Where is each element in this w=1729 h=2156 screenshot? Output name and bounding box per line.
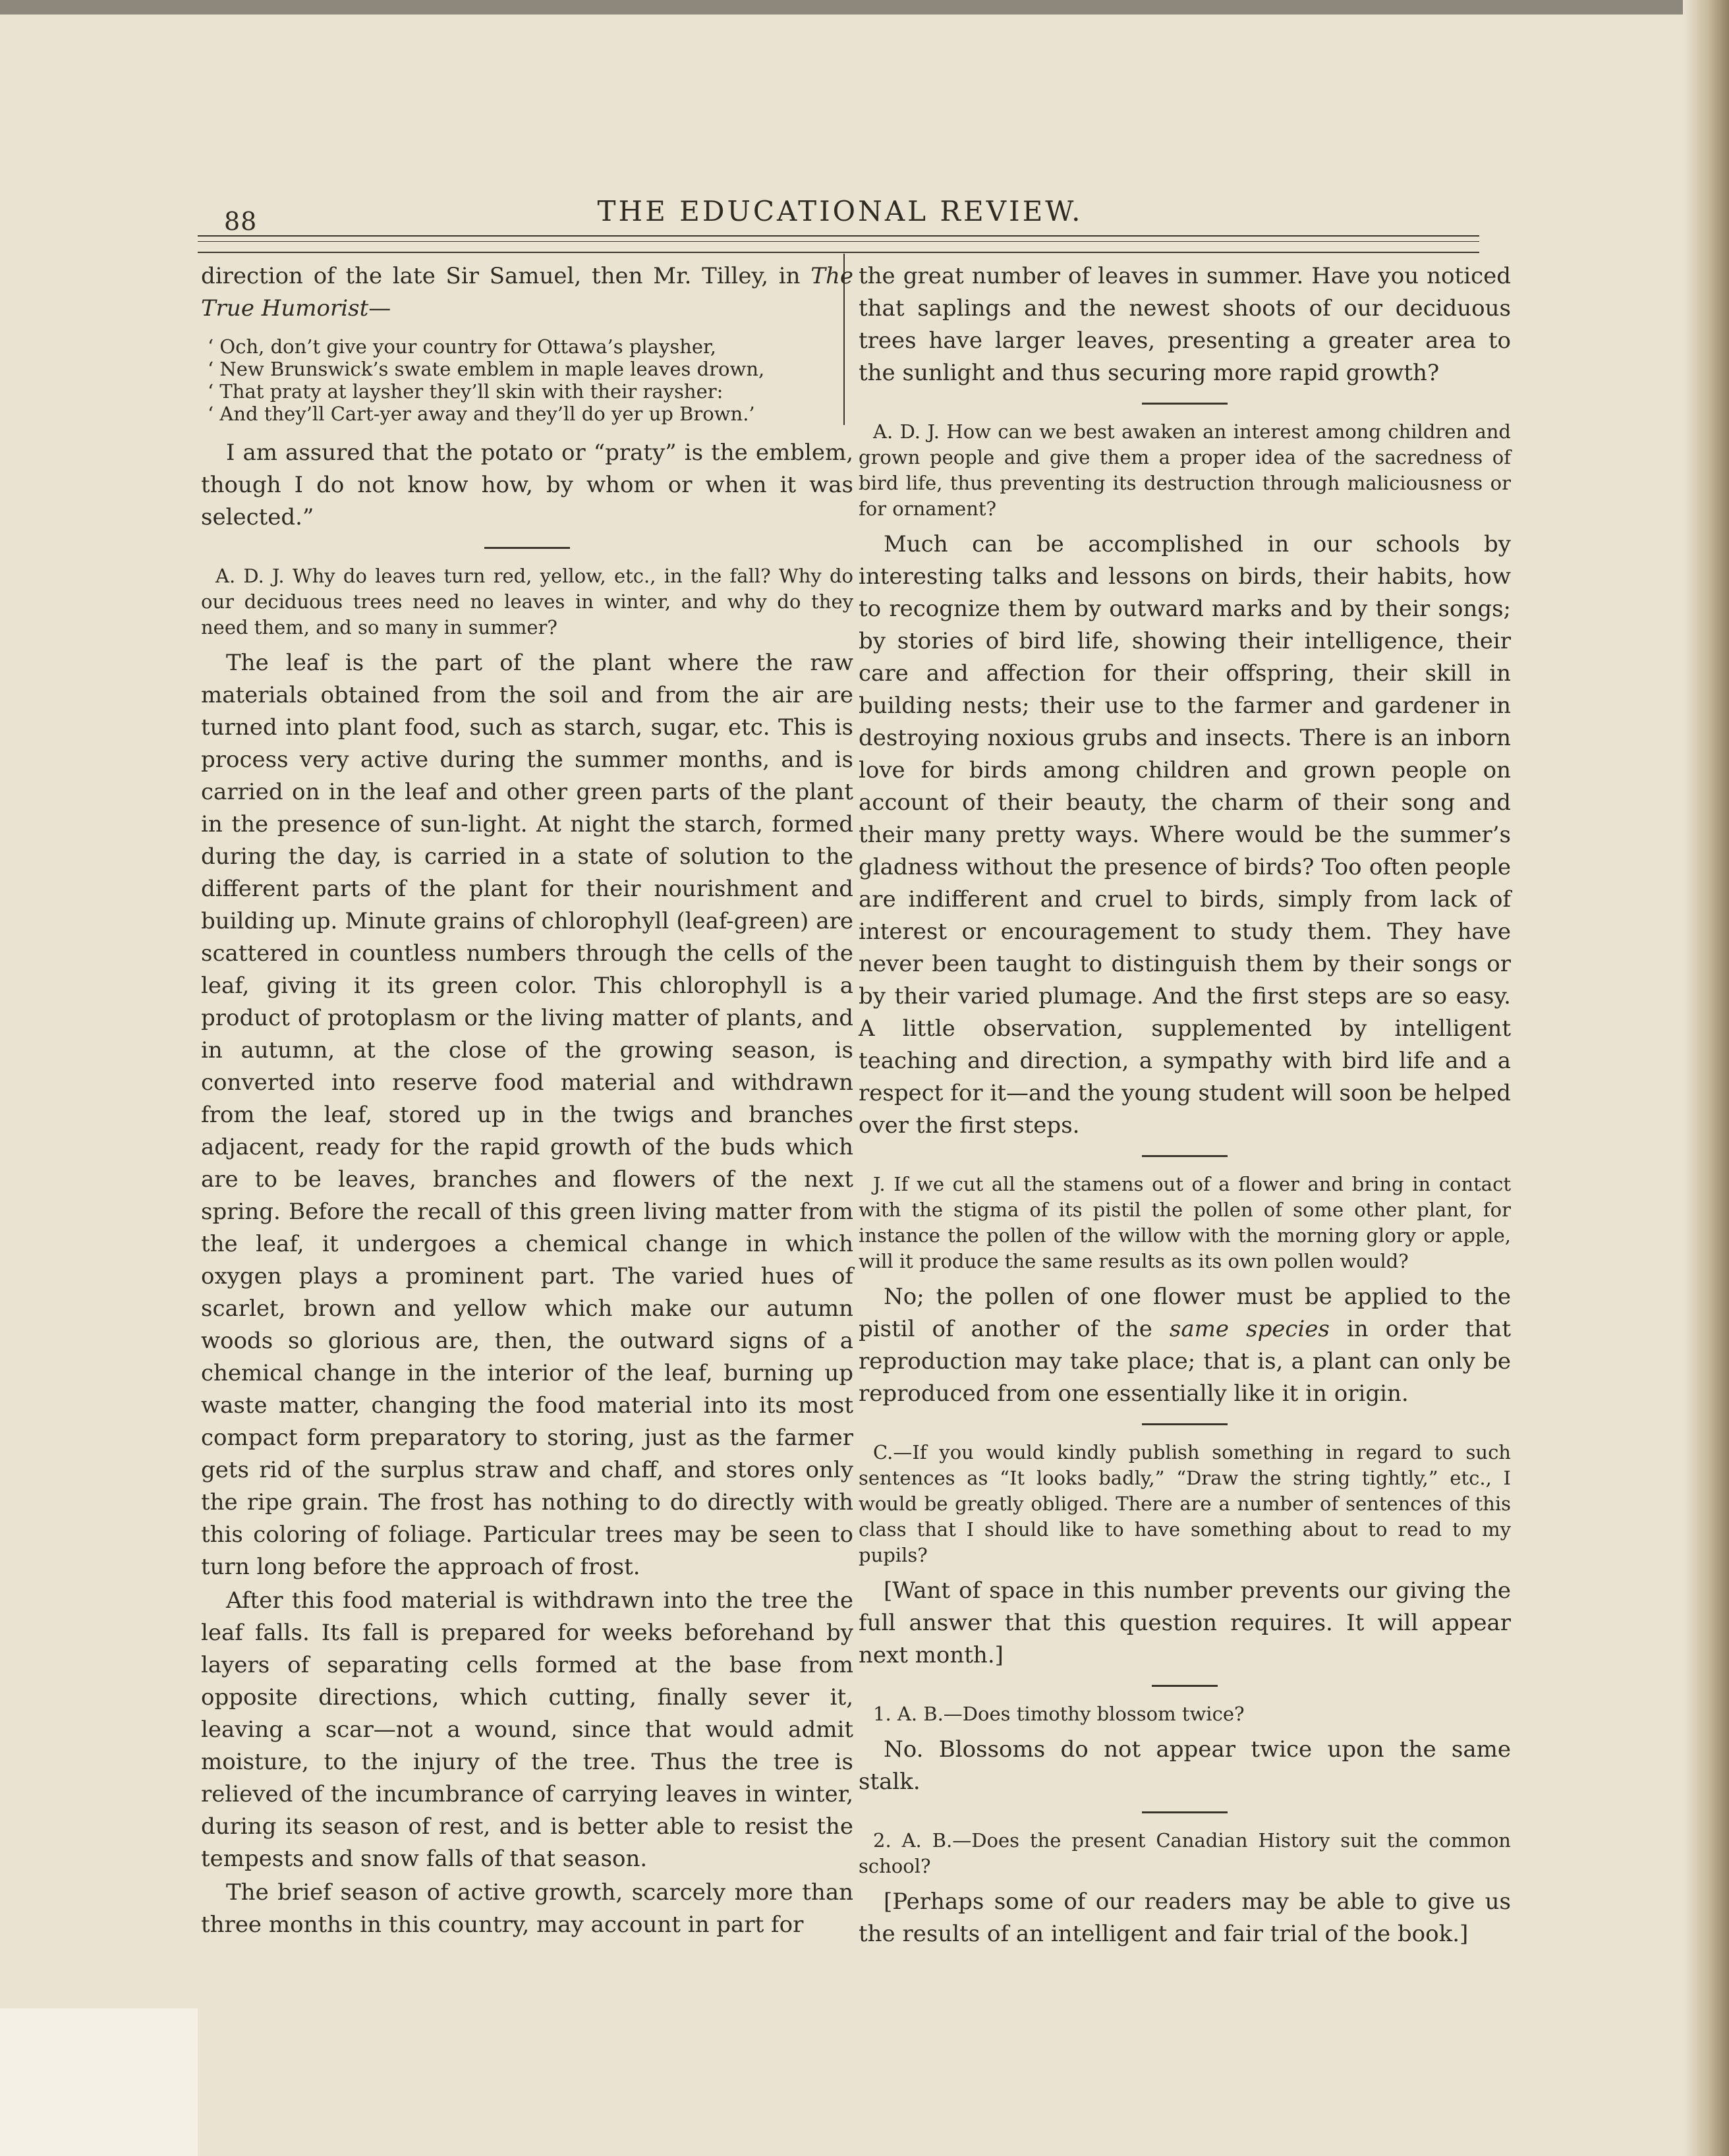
answer-text: No; the pollen of one flower must be applied to the pistil of another of the: [859, 1284, 1511, 1342]
section-separator: [1152, 1685, 1218, 1687]
emphasis-text: same species: [1169, 1316, 1330, 1342]
page-corner-patch: [0, 2008, 198, 2156]
header-rule-thin: [198, 241, 1479, 242]
left-column: [201, 260, 853, 1943]
section-separator: [1142, 1155, 1228, 1157]
intro-paragraph: [201, 260, 853, 325]
verse-line: ‘ Och, don’t give your country for Ottawa’s playsher,: [208, 335, 716, 358]
header-rule-top: [198, 235, 1479, 237]
section-separator: [484, 547, 570, 549]
question: A. D. J. How can we best awaken an interest among children and grown people and give them a proper idea of the sacredness of bird life, thus preventing its destruction through maliciousness or for ornament?: [859, 420, 1511, 520]
right-column: [859, 260, 1511, 1952]
paragraph: I am assured that the potato or “praty” is the emblem, though I do not know how, by whom or when it was selected.”: [201, 440, 853, 530]
answer-paragraph: No. Blossoms do not appear twice upon the same stalk.: [859, 1736, 1511, 1795]
answer-paragraph: Much can be accomplished in our schools by interesting talks and lessons on birds, their habits, how to recognize them by outward marks and by their songs; by stories of bird life, showing their intelligence, their care and affection for their offspring, their skill in building nests; their use to the farmer and gardener in destroying noxious grubs and insects. There is an inborn love for birds among children and grown people on account of their beauty, the charm of their song and their many pretty ways. Where would be the summer’s gladness without the presence of birds? Too often people are indifferent and cruel to birds, simply from lack of interest or encouragement to study them. They have never been taught to distinguish them by their songs or by their varied plumage. And the first steps are so easy. A little observation, supplemented by intelligent teaching and direction, a sympathy with bird life and a respect for it—and the young student will soon be helped over the first steps.: [859, 531, 1511, 1139]
answer-paragraph: [859, 1281, 1511, 1410]
answer-paragraph: The brief season of active growth, scarcely more than three months in this country, may account in part for: [201, 1879, 853, 1938]
answer-paragraph: [Want of space in this number prevents our giving the full answer that this question requires. It will appear next month.]: [859, 1577, 1511, 1668]
verse-line: ‘ And they’ll Cart-yer away and they’ll do yer up Brown.’: [208, 403, 755, 425]
intro-dash: —: [368, 295, 391, 322]
section-separator: [1142, 1423, 1228, 1425]
running-head: THE EDUCATIONAL REVIEW.: [597, 195, 1083, 227]
page-top-edge: [0, 0, 1729, 14]
question: C.—If you would kindly publish something in regard to such sentences as “It looks badly,” “Draw the string tightly,” etc., I would be greatly obliged. There are a number of sentences of this class that I should like to have something about to read to my pupils?: [859, 1441, 1511, 1566]
answer-text: in order that reproduction may take place; that is, a plant can only be reproduced from one essentially like it in origin.: [859, 1316, 1511, 1407]
section-separator: [1142, 403, 1228, 405]
page-binding-shadow: [1683, 0, 1729, 2156]
answer-paragraph: After this food material is withdrawn into the tree the leaf falls. Its fall is prepared for weeks beforehand by layers of separating cells formed at the base from opposite directions, which cutting, finally sever it, leaving a scar—not a wound, since that would admit moisture, to the injury of the tree. Thus the tree is relieved of the incumbrance of carrying leaves in winter, during its season of rest, and is better able to resist the tempests and snow falls of that season.: [201, 1587, 853, 1872]
answer-paragraph: The leaf is the part of the plant where the raw materials obtained from the soil and from the air are turned into plant food, such as starch, sugar, etc. This is process very active during the summer months, and is carried on in the leaf and other green parts of the plant in the presence of sun-light. At night the starch, formed during the day, is carried in a state of solution to the different parts of the plant for their nourishment and building up. Minute grains of chlorophyll (leaf-green) are scattered in countless numbers through the cells of the leaf, giving it its green color. This chlorophyll is a product of protoplasm or the living matter of plants, and in autumn, at the close of the growing season, is converted into reserve food material and withdrawn from the leaf, stored up in the twigs and branches adjacent, ready for the rapid growth of the buds which are to be leaves, branches and flowers of the next spring. Before the recall of this green living matter from the leaf, it undergoes a chemical change in which oxygen plays a prominent part. The varied hues of scarlet, brown and yellow which make our autumn woods so glorious are, then, the outward signs of a chemical change in the interior of the leaf, burning up waste matter, changing the food material into its most compact form preparatory to storing, just as the farmer gets rid of the surplus straw and chaff, and stores only the ripe grain. The frost has nothing to do directly with this coloring of foliage. Particular trees may be seen to turn long before the approach of frost.: [201, 650, 853, 1580]
question: 1. A. B.—Does timothy blossom twice?: [873, 1703, 1245, 1725]
book-title: The True Humorist: [201, 263, 853, 322]
answer-paragraph: [Perhaps some of our readers may be able to give us the results of an intelligent and fair trial of the book.]: [859, 1888, 1511, 1947]
question: 2. A. B.—Does the present Canadian History suit the common school?: [859, 1829, 1511, 1877]
verse-quote: [201, 335, 853, 425]
header-rule-bottom: [198, 252, 1479, 253]
continued-paragraph: the great number of leaves in summer. Have you noticed that saplings and the newest shoots of our deciduous trees have larger leaves, presenting a greater area to the sunlight and thus securing more rapid growth?: [859, 263, 1511, 386]
intro-text: direction of the late Sir Samuel, then Mr. Tilley, in: [201, 263, 811, 289]
verse-line: ‘ That praty at laysher they’ll skin with their raysher:: [208, 380, 723, 403]
section-separator: [1142, 1811, 1228, 1813]
page-number: 88: [224, 207, 258, 236]
verse-line: ‘ New Brunswick’s swate emblem in maple leaves drown,: [208, 358, 765, 380]
question: J. If we cut all the stamens out of a flower and bring in contact with the stigma of its pistil the pollen of some other plant, for instance the pollen of the willow with the morning glory or apple, will it produce the same results as its own pollen would?: [859, 1173, 1511, 1272]
question: A. D. J. Why do leaves turn red, yellow, etc., in the fall? Why do our deciduous trees need no leaves in winter, and why do they need them, and so many in summer?: [201, 565, 853, 638]
